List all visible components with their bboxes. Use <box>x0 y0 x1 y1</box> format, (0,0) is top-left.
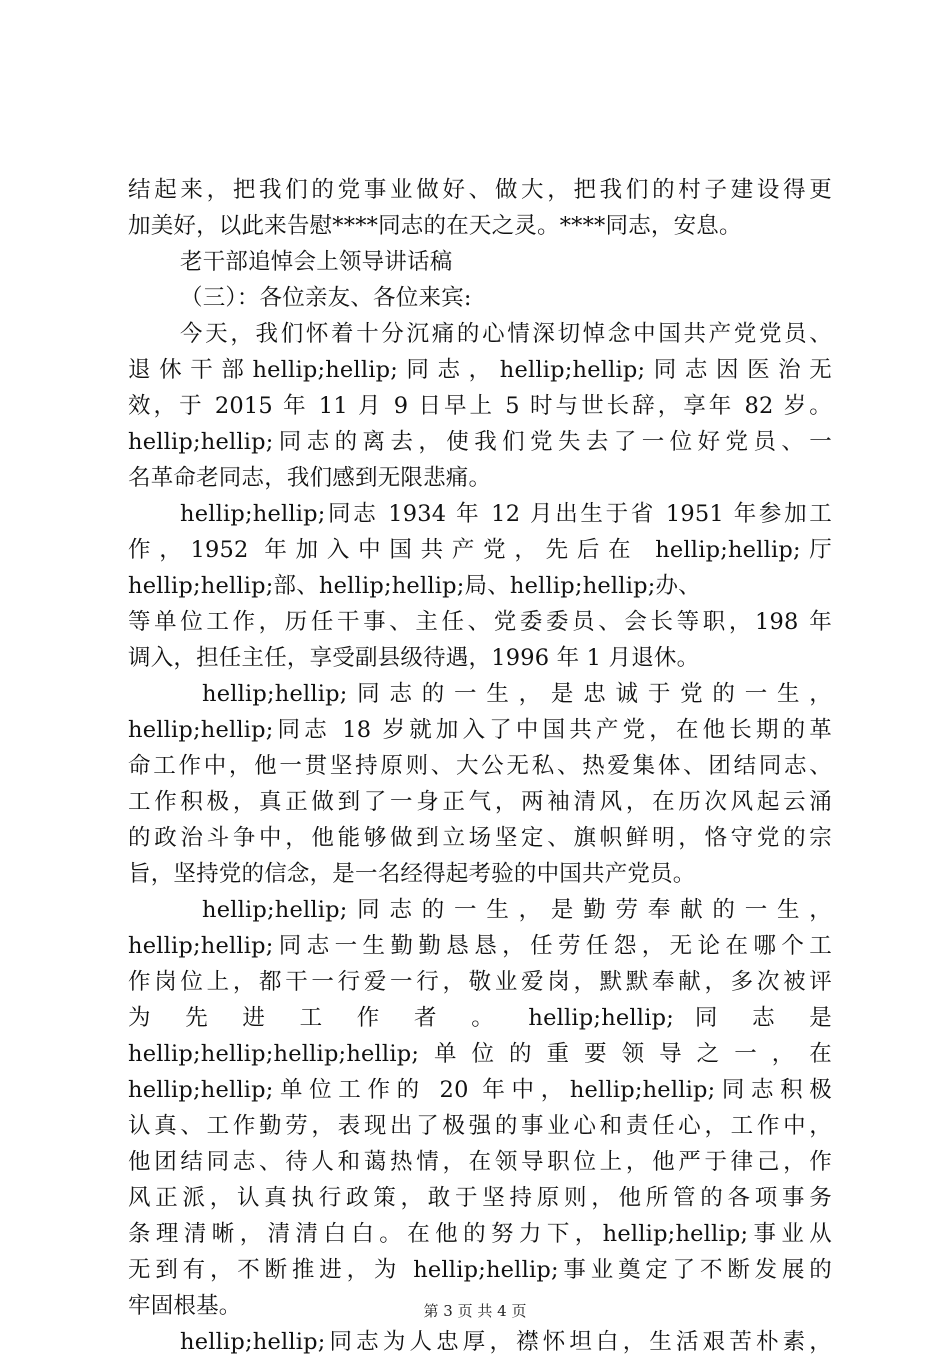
body-line: 名革命老同志，我们感到无限悲痛。 <box>128 465 492 491</box>
body-line: 加美好，以此来告慰****同志的在天之灵。****同志，安息。 <box>128 213 742 239</box>
body-line: 工作积极，真正做到了一身正气，两袖清风，在历次风起云涌 <box>128 789 832 815</box>
body-line: 效，于 2015 年 11 月 9 日早上 5 时与世长辞，享年 82 岁。 <box>128 393 832 419</box>
body-line: 退休干部hellip;hellip;同志，hellip;hellip;同志因医治无 <box>128 357 832 383</box>
body-line: hellip;hellip;同志 1934 年 12 月出生于省 1951 年参加工 <box>180 501 832 527</box>
body-line: 命工作中，他一贯坚持原则、大公无私、热爱集体、团结同志、 <box>128 753 832 779</box>
page-number: 第 3 页 共 4 页 <box>423 1302 527 1320</box>
body-line: 的政治斗争中，他能够做到立场坚定、旗帜鲜明，恪守党的宗 <box>128 825 832 851</box>
body-line: hellip;hellip;同志的离去，使我们党失去了一位好党员、一 <box>128 429 832 455</box>
body-line: 牢固根基。 <box>128 1293 242 1319</box>
body-line: 认真、工作勤劳，表现出了极强的事业心和责任心，工作中， <box>128 1113 832 1139</box>
body-line: 今天，我们怀着十分沉痛的心情深切悼念中国共产党党员、 <box>180 321 832 347</box>
body-line: 作岗位上，都干一行爱一行，敬业爱岗，默默奉献，多次被评 <box>128 969 832 995</box>
body-line: 调入，担任主任，享受副县级待遇，1996 年 1 月退休。 <box>128 645 700 671</box>
body-line: hellip;hellip;单位工作的 20 年中，hellip;hellip;同志积极 <box>128 1077 832 1103</box>
body-line: 他团结同志、待人和蔼热情，在领导职位上，他严于律己，作 <box>128 1149 832 1175</box>
body-line: hellip;hellip;部、hellip;hellip;局、hellip;hellip;办、 <box>128 573 701 599</box>
body-line: hellip;hellip;同志的一生，是勤劳奉献的一生， <box>202 897 832 923</box>
document-body <box>128 172 832 1360</box>
body-line: 旨，坚持党的信念，是一名经得起考验的中国共产党员。 <box>128 861 696 887</box>
section-subheading: （三）：各位亲友、各位来宾: <box>180 285 472 311</box>
body-line: 条理清晰，清清白白。在他的努力下，hellip;hellip;事业从 <box>128 1221 832 1247</box>
body-line: 为 先 进 工 作 者 。 hellip;hellip; 同 志 是 <box>128 1005 832 1031</box>
body-line: hellip;hellip;同志为人忠厚，襟怀坦白，生活艰苦朴素， <box>180 1329 832 1355</box>
body-line: 风正派，认真执行政策，敢于坚持原则，他所管的各项事务 <box>128 1185 832 1211</box>
section-heading: 老干部追悼会上领导讲话稿 <box>180 249 453 275</box>
body-line: hellip;hellip;同志 18 岁就加入了中国共产党，在他长期的革 <box>128 717 832 743</box>
body-line: hellip;hellip;同志的一生，是忠诚于党的一生， <box>202 681 832 707</box>
body-line: hellip;hellip;同志一生勤勤恳恳，任劳任怨，无论在哪个工 <box>128 933 832 959</box>
body-line: 无到有，不断推进，为 hellip;hellip;事业奠定了不断发展的 <box>128 1257 832 1283</box>
body-line: hellip;hellip;hellip;hellip;单位的重要领导之一，在 <box>128 1041 832 1067</box>
body-line: 结起来，把我们的党事业做好、做大，把我们的村子建设得更 <box>128 177 832 203</box>
body-line: 作，1952 年加入中国共产党，先后在 hellip;hellip;厅 <box>128 537 832 563</box>
body-line: 等单位工作，历任干事、主任、党委委员、会长等职，198 年 <box>128 609 832 635</box>
